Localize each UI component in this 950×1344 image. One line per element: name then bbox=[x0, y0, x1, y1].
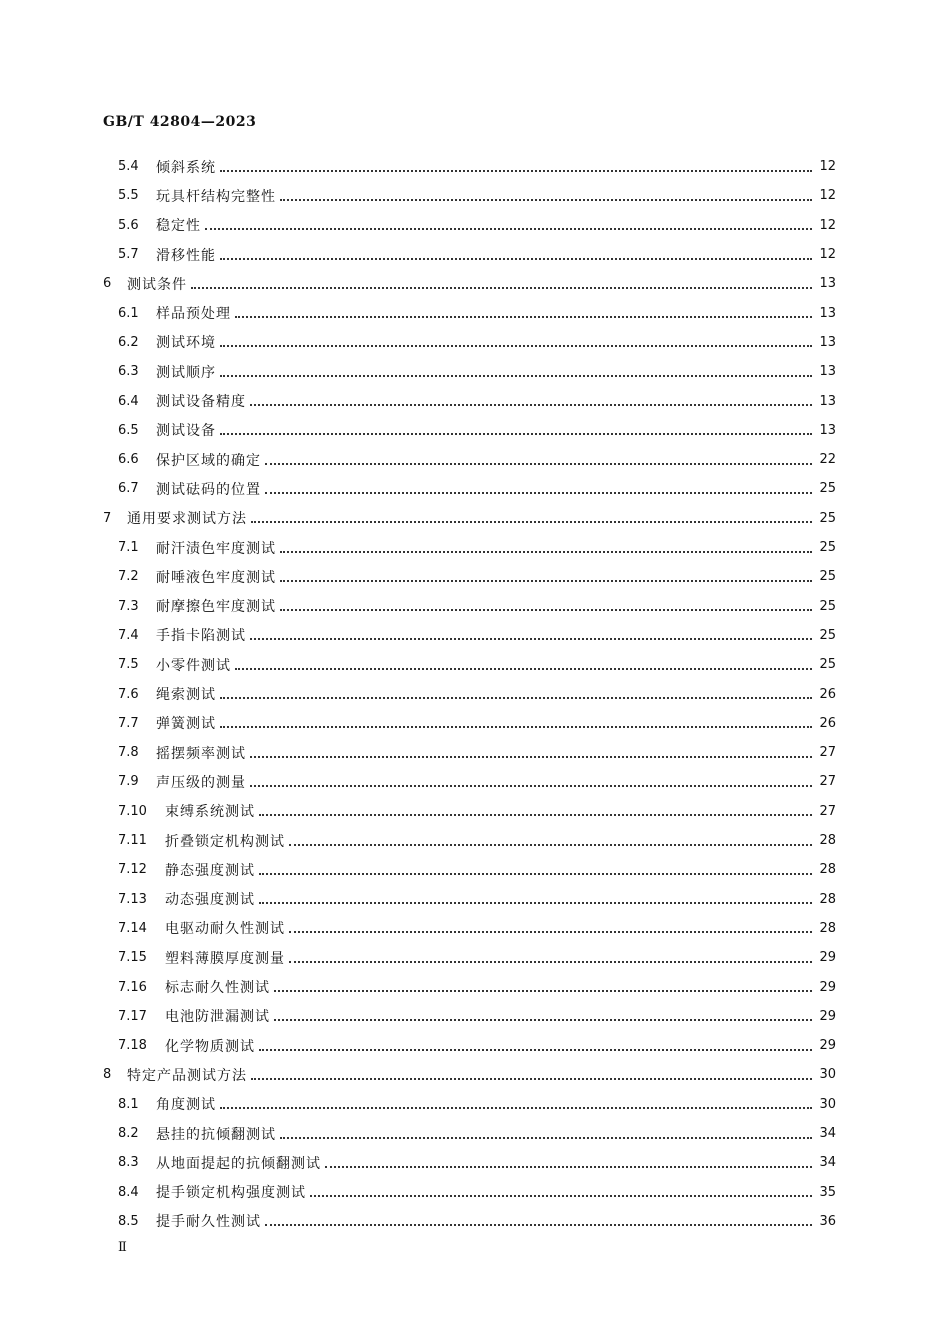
toc-leader-dots bbox=[250, 638, 812, 640]
toc-entry-page: 13 bbox=[819, 393, 836, 409]
toc-entry[interactable] bbox=[118, 474, 836, 503]
toc-entry-page: 12 bbox=[819, 217, 836, 233]
toc-leader-dots bbox=[310, 1195, 812, 1197]
toc-entry[interactable] bbox=[118, 1090, 836, 1119]
toc-entry-page: 12 bbox=[819, 188, 836, 204]
toc-leader-dots bbox=[220, 345, 812, 347]
toc-entry-title: 样品预处理 bbox=[156, 306, 231, 323]
toc-entry-number: 8.3 bbox=[118, 1155, 139, 1171]
toc-entry-page: 22 bbox=[819, 452, 836, 468]
toc-entry-page: 36 bbox=[819, 1213, 836, 1229]
toc-entry-title: 声压级的测量 bbox=[156, 774, 246, 791]
toc-entry-page: 25 bbox=[819, 481, 836, 497]
toc-entry-title: 弹簧测试 bbox=[156, 716, 216, 733]
toc-entry-page: 34 bbox=[819, 1126, 836, 1142]
toc-entry[interactable] bbox=[118, 211, 836, 240]
toc-entry-number: 6.3 bbox=[118, 364, 139, 380]
toc-entry-title: 塑料薄膜厚度测量 bbox=[165, 950, 285, 967]
toc-leader-dots bbox=[265, 463, 812, 465]
toc-entry-number: 7.18 bbox=[118, 1038, 147, 1054]
toc-entry-page: 26 bbox=[819, 686, 836, 702]
toc-entry-page: 13 bbox=[819, 334, 836, 350]
toc-entry-title: 提手耐久性测试 bbox=[156, 1214, 261, 1231]
toc-leader-dots bbox=[250, 756, 812, 758]
toc-entry-number: 7.4 bbox=[118, 627, 139, 643]
toc-entry-page: 29 bbox=[819, 1038, 836, 1054]
toc-entry[interactable] bbox=[118, 1148, 836, 1177]
toc-entry[interactable] bbox=[118, 679, 836, 708]
toc-entry-page: 12 bbox=[819, 247, 836, 263]
toc-entry[interactable] bbox=[118, 533, 836, 562]
toc-entry-number: 7.3 bbox=[118, 598, 139, 614]
toc-entry-number: 6.6 bbox=[118, 452, 139, 468]
toc-entry-page: 28 bbox=[819, 862, 836, 878]
toc-entry-number: 7.2 bbox=[118, 569, 139, 585]
toc-entry-number: 7.8 bbox=[118, 745, 139, 761]
toc-entry-number: 8.2 bbox=[118, 1126, 139, 1142]
toc-entry-page: 35 bbox=[819, 1184, 836, 1200]
toc-leader-dots bbox=[191, 287, 812, 289]
toc-entry-number: 7.9 bbox=[118, 774, 139, 790]
toc-entry[interactable] bbox=[118, 416, 836, 445]
toc-entry-title: 绳索测试 bbox=[156, 687, 216, 704]
toc-entry-number: 8.4 bbox=[118, 1184, 139, 1200]
toc-entry[interactable] bbox=[118, 445, 836, 474]
toc-entry-title: 通用要求测试方法 bbox=[127, 511, 247, 528]
toc-entry[interactable] bbox=[103, 1060, 836, 1089]
toc-entry-title: 摇摆频率测试 bbox=[156, 745, 246, 762]
toc-entry-number: 5.4 bbox=[118, 159, 139, 175]
toc-leader-dots bbox=[235, 316, 812, 318]
toc-entry-title: 电驱动耐久性测试 bbox=[165, 921, 285, 938]
toc-entry[interactable] bbox=[103, 269, 836, 298]
toc-entry-title: 化学物质测试 bbox=[165, 1038, 255, 1055]
toc-entry-page: 27 bbox=[819, 745, 836, 761]
toc-leader-dots bbox=[259, 1049, 812, 1051]
toc-entry-page: 28 bbox=[819, 833, 836, 849]
toc-entry-number: 7.17 bbox=[118, 1008, 147, 1024]
toc-entry[interactable] bbox=[118, 357, 836, 386]
toc-entry-number: 6.4 bbox=[118, 393, 139, 409]
toc-entry-title: 滑移性能 bbox=[156, 247, 216, 264]
toc-leader-dots bbox=[265, 1224, 812, 1226]
toc-entry[interactable] bbox=[118, 1207, 836, 1236]
toc-entry-page: 25 bbox=[819, 510, 836, 526]
toc-entry-number: 8.5 bbox=[118, 1213, 139, 1229]
toc-leader-dots bbox=[220, 697, 812, 699]
toc-leader-dots bbox=[250, 404, 812, 406]
toc-entry-number: 7.5 bbox=[118, 657, 139, 673]
toc-entry-title: 保护区域的确定 bbox=[156, 452, 261, 469]
toc-entry-number: 6 bbox=[103, 276, 112, 292]
toc-entry-title: 倾斜系统 bbox=[156, 159, 216, 176]
toc-entry-number: 7.13 bbox=[118, 891, 147, 907]
toc-entry[interactable] bbox=[118, 386, 836, 415]
toc-entry-title: 动态强度测试 bbox=[165, 892, 255, 909]
toc-leader-dots bbox=[220, 1107, 812, 1109]
toc-entry-number: 7.7 bbox=[118, 715, 139, 731]
toc-entry[interactable] bbox=[118, 709, 836, 738]
toc-leader-dots bbox=[220, 726, 812, 728]
toc-leader-dots bbox=[235, 668, 812, 670]
toc-entry-title: 耐唾液色牢度测试 bbox=[156, 569, 276, 586]
toc-leader-dots bbox=[251, 1078, 812, 1080]
toc-entry-page: 27 bbox=[819, 803, 836, 819]
toc-entry-number: 6.2 bbox=[118, 334, 139, 350]
toc-entry[interactable] bbox=[118, 826, 836, 855]
toc-entry-title: 耐摩擦色牢度测试 bbox=[156, 599, 276, 616]
toc-leader-dots bbox=[280, 199, 812, 201]
toc-entry-title: 手指卡陷测试 bbox=[156, 628, 246, 645]
toc-entry-title: 标志耐久性测试 bbox=[165, 980, 270, 997]
toc-entry[interactable] bbox=[118, 650, 836, 679]
toc-entry-title: 悬挂的抗倾翻测试 bbox=[156, 1126, 276, 1143]
toc-leader-dots bbox=[289, 931, 812, 933]
toc-leader-dots bbox=[251, 521, 812, 523]
toc-entry[interactable] bbox=[103, 504, 836, 533]
toc-entry-number: 6.7 bbox=[118, 481, 139, 497]
toc-entry[interactable] bbox=[118, 621, 836, 650]
toc-entry-title: 耐汗渍色牢度测试 bbox=[156, 540, 276, 557]
toc-entry-number: 7.10 bbox=[118, 803, 147, 819]
toc-leader-dots bbox=[220, 375, 812, 377]
toc-leader-dots bbox=[289, 961, 812, 963]
toc-leader-dots bbox=[259, 814, 812, 816]
toc-entry-number: 6.1 bbox=[118, 305, 139, 321]
document-code-header: GB/T 42804—2023 bbox=[103, 114, 257, 130]
toc-entry-number: 7.12 bbox=[118, 862, 147, 878]
toc-entry[interactable] bbox=[118, 943, 836, 972]
toc-leader-dots bbox=[250, 785, 812, 787]
toc-entry[interactable] bbox=[118, 181, 836, 210]
toc-entry-title: 测试环境 bbox=[156, 335, 216, 352]
page-number-footer: Ⅱ bbox=[118, 1240, 127, 1255]
toc-leader-dots bbox=[220, 258, 812, 260]
toc-entry-page: 25 bbox=[819, 540, 836, 556]
toc-entry-number: 7 bbox=[103, 510, 112, 526]
toc-entry[interactable] bbox=[118, 797, 836, 826]
toc-entry[interactable] bbox=[118, 738, 836, 767]
toc-leader-dots bbox=[274, 1019, 812, 1021]
toc-entry[interactable] bbox=[118, 972, 836, 1001]
toc-entry-number: 5.7 bbox=[118, 247, 139, 263]
toc-entry[interactable] bbox=[118, 855, 836, 884]
toc-entry[interactable] bbox=[118, 914, 836, 943]
toc-entry-number: 8 bbox=[103, 1067, 112, 1083]
toc-entry-title: 提手锁定机构强度测试 bbox=[156, 1185, 306, 1202]
toc-entry-page: 12 bbox=[819, 159, 836, 175]
toc-entry-page: 30 bbox=[819, 1096, 836, 1112]
toc-leader-dots bbox=[259, 902, 812, 904]
toc-leader-dots bbox=[259, 873, 812, 875]
toc-entry-number: 7.11 bbox=[118, 833, 147, 849]
toc-entry-page: 13 bbox=[819, 276, 836, 292]
toc-entry-title: 电池防泄漏测试 bbox=[165, 1009, 270, 1026]
toc-entry[interactable] bbox=[118, 1178, 836, 1207]
toc-entry-page: 25 bbox=[819, 657, 836, 673]
toc-entry-page: 26 bbox=[819, 715, 836, 731]
toc-entry[interactable] bbox=[118, 1002, 836, 1031]
toc-entry[interactable] bbox=[118, 152, 836, 181]
toc-entry-title: 折叠锁定机构测试 bbox=[165, 833, 285, 850]
toc-entry-title: 测试顺序 bbox=[156, 364, 216, 381]
toc-entry-page: 13 bbox=[819, 422, 836, 438]
toc-entry-page: 29 bbox=[819, 979, 836, 995]
toc-entry-title: 小零件测试 bbox=[156, 657, 231, 674]
toc-entry-number: 5.5 bbox=[118, 188, 139, 204]
toc-entry-number: 6.5 bbox=[118, 422, 139, 438]
toc-entry-number: 7.6 bbox=[118, 686, 139, 702]
toc-entry-title: 束缚系统测试 bbox=[165, 804, 255, 821]
toc-leader-dots bbox=[280, 580, 812, 582]
toc-leader-dots bbox=[265, 492, 812, 494]
toc-leader-dots bbox=[289, 844, 812, 846]
toc-entry-page: 29 bbox=[819, 950, 836, 966]
toc-entry-page: 25 bbox=[819, 569, 836, 585]
toc-entry-title: 稳定性 bbox=[156, 218, 201, 235]
toc-entry-page: 28 bbox=[819, 891, 836, 907]
toc-leader-dots bbox=[280, 551, 812, 553]
toc-leader-dots bbox=[280, 609, 812, 611]
toc-entry-page: 27 bbox=[819, 774, 836, 790]
toc-entry[interactable] bbox=[118, 562, 836, 591]
toc-entry-title: 特定产品测试方法 bbox=[127, 1067, 247, 1084]
toc-entry-page: 13 bbox=[819, 305, 836, 321]
toc-entry-page: 34 bbox=[819, 1155, 836, 1171]
toc-leader-dots bbox=[280, 1137, 812, 1139]
toc-entry-number: 7.1 bbox=[118, 540, 139, 556]
toc-entry[interactable] bbox=[118, 299, 836, 328]
toc-entry-number: 7.14 bbox=[118, 920, 147, 936]
toc-entry[interactable] bbox=[118, 240, 836, 269]
toc-entry-title: 测试设备精度 bbox=[156, 394, 246, 411]
toc-entry-page: 28 bbox=[819, 920, 836, 936]
toc-entry[interactable] bbox=[118, 592, 836, 621]
toc-entry[interactable] bbox=[118, 885, 836, 914]
toc-entry-title: 角度测试 bbox=[156, 1097, 216, 1114]
toc-leader-dots bbox=[220, 170, 812, 172]
toc-entry-page: 29 bbox=[819, 1008, 836, 1024]
toc-entry-title: 测试设备 bbox=[156, 423, 216, 440]
toc-entry-number: 8.1 bbox=[118, 1096, 139, 1112]
toc-entry-title: 测试砝码的位置 bbox=[156, 481, 261, 498]
toc-entry-page: 25 bbox=[819, 598, 836, 614]
toc-leader-dots bbox=[220, 433, 812, 435]
toc-entry-number: 7.16 bbox=[118, 979, 147, 995]
toc-entry-number: 7.15 bbox=[118, 950, 147, 966]
toc-leader-dots bbox=[205, 228, 812, 230]
toc-entry[interactable] bbox=[118, 1031, 836, 1060]
toc-entry-page: 25 bbox=[819, 627, 836, 643]
toc-entry-title: 从地面提起的抗倾翻测试 bbox=[156, 1155, 321, 1172]
toc-entry[interactable] bbox=[118, 328, 836, 357]
toc-entry-title: 测试条件 bbox=[127, 276, 187, 293]
toc-entry[interactable] bbox=[118, 1119, 836, 1148]
toc-entry-title: 静态强度测试 bbox=[165, 862, 255, 879]
toc-entry-page: 30 bbox=[819, 1067, 836, 1083]
toc-entry[interactable] bbox=[118, 767, 836, 796]
toc-leader-dots bbox=[274, 990, 812, 992]
toc-leader-dots bbox=[325, 1166, 812, 1168]
toc-entry-title: 玩具杆结构完整性 bbox=[156, 188, 276, 205]
toc-entry-number: 5.6 bbox=[118, 217, 139, 233]
toc-entry-page: 13 bbox=[819, 364, 836, 380]
